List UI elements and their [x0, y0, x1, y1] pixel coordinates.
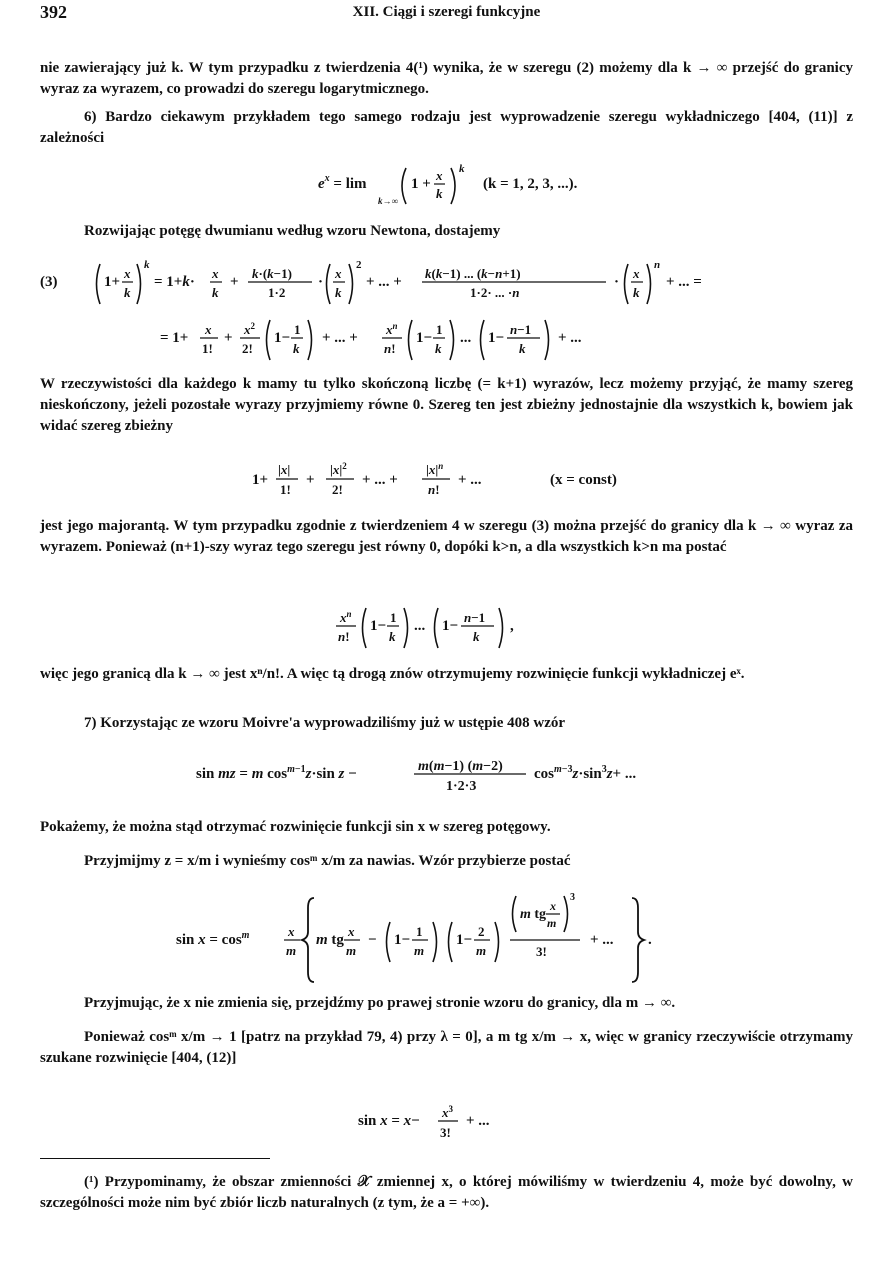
svg-text:k: k — [212, 285, 219, 300]
svg-text:k: k — [335, 285, 342, 300]
paragraph-9: Przyjmijmy z = x/m i wynieśmy cosᵐ x/m za nawias. Wzór przybierze postać — [84, 853, 571, 869]
svg-text:|x|: |x| — [278, 462, 291, 477]
svg-text:1: 1 — [294, 322, 301, 337]
svg-text:= 1+: = 1+ — [160, 330, 189, 346]
svg-text:+ ... +: + ... + — [366, 274, 402, 290]
svg-text:x: x — [348, 924, 355, 939]
svg-text:x: x — [205, 322, 212, 337]
svg-text:x: x — [633, 266, 640, 281]
svg-text:.: . — [648, 932, 652, 948]
svg-text:+ ... +: + ... + — [362, 472, 398, 488]
svg-text:k: k — [633, 285, 640, 300]
svg-text:·: · — [614, 274, 620, 290]
equation-3-tag: (3) — [40, 274, 58, 290]
svg-text:x2: $x^2$ — [244, 321, 255, 337]
svg-text:x: x — [124, 266, 131, 281]
svg-text:k: k — [293, 341, 300, 356]
svg-text:k→∞: k→∞ — [378, 196, 398, 206]
svg-text:m tg: m tg — [520, 907, 547, 922]
page-header — [40, 2, 853, 26]
svg-text:1−: 1− — [488, 330, 505, 346]
svg-text:+ ...: + ... — [590, 932, 614, 948]
svg-text:+ ...: + ... — [466, 1113, 490, 1129]
svg-text:k: k — [519, 341, 526, 356]
svg-text:n!: n! — [384, 341, 396, 356]
svg-text:+: + — [230, 274, 239, 290]
svg-text:k: k — [124, 285, 131, 300]
svg-text:m: m — [476, 943, 487, 958]
svg-text:sin x = cosm: $\sin x = \cos^m$ — [176, 930, 250, 948]
svg-text:2!: 2! — [332, 482, 343, 497]
equation-general-term — [336, 598, 596, 658]
svg-text:+ ...: + ... — [458, 472, 482, 488]
svg-text:1·2·3: 1·2·3 — [446, 779, 477, 794]
svg-text:+ ... =: + ... = — [666, 274, 702, 290]
svg-text:1: 1 — [390, 610, 397, 625]
equation-sin-x-brace — [176, 888, 736, 984]
svg-text:−: − — [368, 932, 377, 948]
svg-text:k: k — [435, 341, 442, 356]
paragraph-1: nie zawierający już k. W tym przypadku z twierdzenia 4(¹) wynika, że w szeregu (2) możemy dla k → ∞ przejść do granicy wyraz za wyrazem, co prowadzi do szeregu logarytmicznego. — [40, 60, 853, 97]
svg-text:1−: 1− — [370, 618, 387, 634]
svg-text:1+: 1+ — [104, 274, 121, 290]
paragraph-8: Pokażemy, że można stąd otrzymać rozwinięcie funkcji sin x w szereg potęgowy. — [40, 819, 551, 835]
svg-text:m(m−1) (m−2): m(m−1) (m−2) — [418, 759, 503, 774]
svg-text:1: 1 — [416, 924, 423, 939]
svg-text:x3: $x^3$ — [442, 1104, 453, 1120]
svg-text:+ ... +: + ... + — [322, 330, 358, 346]
svg-text:+ ...: + ... — [558, 330, 582, 346]
svg-text:3!: 3! — [440, 1125, 451, 1140]
svg-text:xn: $x^n$ — [386, 321, 398, 337]
equation-3-line-1 — [40, 252, 853, 312]
svg-text:m: m — [286, 943, 297, 958]
svg-text:1!: 1! — [202, 341, 213, 356]
paragraph-2: 6) Bardzo ciekawym przykładem tego samego rodzaju jest wyprowadzenie szeregu wykładniczego [404, (11)] z zależności — [40, 109, 853, 146]
equation-sin-x-final — [358, 1095, 558, 1149]
svg-text:2: 2 — [356, 259, 362, 271]
svg-text:+: + — [306, 472, 315, 488]
svg-text:2: 2 — [478, 924, 485, 939]
footnote: (¹) Przypominamy, że obszar zmienności 𝒳 zmiennej x, o której mówiliśmy w twierdzeniu 4, może być dowolny, w szczególności może nim być zbiór liczb naturalnych (z tym, że a = +∞). — [40, 1174, 853, 1211]
paragraph-7: 7) Korzystając ze wzoru Moivre'a wyprowadziliśmy już w ustępie 408 wzór — [84, 715, 566, 731]
svg-text:n: n — [654, 259, 661, 271]
svg-text:sin mz = m cosm−1z·sin z −: sin mz = m $\cos^{m-1}z\cdot\sin$ z − — [196, 764, 357, 782]
svg-text:k: k — [389, 629, 396, 644]
svg-text:cosm−3z·sin3z+ ...: $\cos^{m-3}z\cdot\sin^3z+$ ... — [534, 764, 637, 782]
svg-text:k: k — [436, 186, 443, 201]
exp-limit-condition: (k = 1, 2, 3, ...). — [483, 176, 578, 192]
svg-text:...: ... — [460, 330, 472, 346]
svg-text:k: k — [144, 259, 150, 271]
svg-text:1·2· ... ·n: 1·2· ... ·n — [470, 285, 520, 300]
svg-text:k: k — [473, 629, 480, 644]
svg-text:1−: 1− — [394, 932, 411, 948]
svg-text:x: x — [436, 168, 443, 183]
svg-text:1: 1 — [436, 322, 443, 337]
svg-text:·: · — [318, 274, 324, 290]
svg-text:n−1: n−1 — [510, 322, 532, 337]
svg-text:k: k — [459, 163, 465, 175]
svg-text:1−: 1− — [456, 932, 473, 948]
svg-text:m: m — [346, 943, 357, 958]
footnote-rule — [40, 1158, 270, 1159]
svg-text:n!: n! — [338, 629, 350, 644]
svg-text:x: x — [335, 266, 342, 281]
svg-text:k(k−1) ... (k−n+1): k(k−1) ... (k−n+1) — [425, 266, 521, 281]
svg-text:|x|2: $|x|^2$ — [330, 461, 347, 477]
svg-text:...: ... — [414, 618, 426, 634]
equation-3-line-2 — [160, 310, 760, 370]
majorant-condition: (x = const) — [550, 472, 617, 488]
svg-text:= 1+k·: = 1+k· — [154, 274, 195, 290]
svg-text:x: x — [212, 266, 219, 281]
svg-text:xn: $x^n$ — [340, 609, 352, 625]
svg-text:1−: 1− — [442, 618, 459, 634]
page-number: 392 — [40, 2, 67, 22]
svg-text:3: 3 — [570, 892, 575, 903]
svg-text:m: m — [547, 916, 557, 930]
paragraph-6: więc jego granicą dla k → ∞ jest xⁿ/n!. A więc tą drogą znów otrzymujemy rozwinięcie funkcji wykładniczej eˣ. — [40, 666, 745, 682]
equation-majorant — [252, 452, 672, 508]
svg-text:1+: 1+ — [252, 472, 269, 488]
paragraph-11: Ponieważ cosᵐ x/m → 1 [patrz na przykład 79, 4) przy λ = 0], a m tg x/m → x, więc w granicy rzeczywiście otrzymamy szukane rozwinięcie [404, (12)] — [40, 1029, 853, 1066]
svg-text:n!: n! — [428, 482, 440, 497]
equation-sin-mz — [196, 748, 756, 804]
svg-text:2!: 2! — [242, 341, 253, 356]
svg-text:3!: 3! — [536, 944, 547, 959]
svg-text:x: x — [550, 899, 556, 913]
paragraph-3: Rozwijając potęgę dwumianu według wzoru Newtona, dostajemy — [84, 223, 501, 239]
svg-text:k·(k−1): k·(k−1) — [252, 266, 292, 281]
svg-text:m tg: m tg — [316, 932, 344, 948]
running-head: XII. Ciągi i szeregi funkcyjne — [352, 4, 541, 20]
paragraph-5: jest jego majorantą. W tym przypadku zgodnie z twierdzeniem 4 w szeregu (3) można przejść do granicy dla k → ∞ wyraz za wyrazem. Ponieważ (n+1)-szy wyraz tego szeregu jest równy 0, dopóki k>n, a dla wszystkich k>n ma postać — [40, 518, 853, 555]
svg-text:sin x = x−: sin x = x− — [358, 1113, 420, 1129]
svg-text:|x|n: $|x|^n$ — [426, 461, 444, 477]
svg-text:1!: 1! — [280, 482, 291, 497]
svg-text:n−1: n−1 — [464, 610, 486, 625]
svg-text:1 +: 1 + — [411, 176, 431, 192]
svg-text:1−: 1− — [416, 330, 433, 346]
paragraph-4: W rzeczywistości dla każdego k mamy tu tylko skończoną liczbę (= k+1) wyrazów, lecz możemy przyjąć, że mamy szereg nieskończony, jeżeli pozostałe wyrazy przyjmiemy równe 0. Szereg ten jest zbieżny jednostajnie dla wszystkich k, bowiem jak widać szereg zbieżny — [40, 376, 853, 434]
equation-exp-limit — [318, 158, 658, 216]
svg-text:m: m — [414, 943, 425, 958]
svg-text:1·2: 1·2 — [268, 285, 286, 300]
svg-text:+: + — [224, 330, 233, 346]
svg-text:1−: 1− — [274, 330, 291, 346]
paragraph-10: Przyjmując, że x nie zmienia się, przejdźmy po prawej stronie wzoru do granicy, dla m → ∞. — [84, 995, 676, 1011]
svg-text:ex = lim: $e^x = \lim$ — [318, 173, 367, 192]
svg-text:x: x — [288, 924, 295, 939]
svg-text:,: , — [510, 618, 514, 634]
